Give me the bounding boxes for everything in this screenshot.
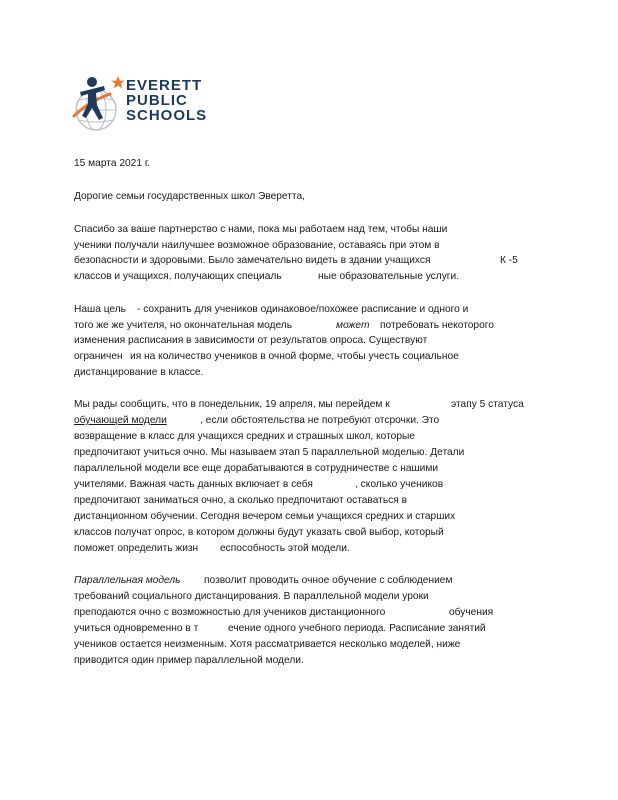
p1-line1: Спасибо за ваше партнерство с нами, пока мы работаем над тем, чтобы наши [74,224,448,235]
p2-line4a: ограничен [74,351,123,362]
p4-line3b: обучения [449,607,494,618]
p1-line4b: ные образовательные услуги. [318,271,460,282]
p2-line5: дистанцирование в классе. [74,367,204,378]
p4-line5: учеников остается неизменным. Хотя рассматривается несколько моделей, ниже [74,639,461,650]
p2-line3: изменения расписания в зависимости от результатов опроса. Существуют [74,335,428,346]
p4-line1a: Параллельная модель [74,575,181,586]
p1-line3a: безопасности и здоровыми. Было замечательно видеть в здании учащихся [74,255,431,266]
p3-line9: классов получат опрос, в котором должны будут указать свой выбор, который [74,527,444,538]
p3-line6a: учителями. Важная часть данных включает в себя [74,479,313,490]
everett-public-schools-logo [70,68,220,136]
p3-line7: предпочитают заниматься очно, а сколько предпочитают оставаться в [74,495,407,506]
logo-line-public: PUBLIC [126,92,188,109]
p1-line3b: К -5 [500,255,518,266]
p3-line8: дистанционном обучении. Сегодня вечером семьи учащихся средних и старших [74,511,456,522]
p2-line1a: Наша цель [74,304,126,315]
p4-line3a: преподаются очно с возможностью для учеников дистанционного [74,607,386,618]
p3-line2b: , если обстоятельства не потребуют отсрочки. Это [200,415,440,426]
p2-line4b: ия на количество учеников в очной форме, чтобы учесть социальное [130,351,459,362]
p3-line10a: поможет определить жизн [74,543,199,554]
logo-wordmark [126,78,207,123]
p4-line4b: ечение одного учебного периода. Расписание занятий [228,623,486,634]
p2-line2c: потребовать некоторого [380,320,494,331]
p3-line6b: , сколько учеников [355,479,444,490]
p4-line4a: учиться одновременно в т [74,623,199,634]
p4-line1b: позволит проводить очное обучение с соблюдением [204,575,453,586]
p4-line6: приводится один пример параллельной модели. [74,655,304,666]
p3-line10b: еспособность этой модели. [220,543,350,554]
p4-line2: требований социального дистанцирования. В параллельной модели уроки [74,591,429,602]
p3-line1a: Мы рады сообщить, что в понедельник, 19 апреля, мы перейдем к [74,399,390,410]
school-logo-icon [70,72,128,134]
p1-line4a: классов и учащихся, получающих специаль [74,271,282,282]
p3-underline-gap [159,415,199,427]
logo-line-everett: EVERETT [126,77,203,94]
p3-line5: параллельной модели все еще дорабатываются в сотрудничестве с нашими [74,463,439,474]
p2-line2b: может [336,320,370,331]
letter-date: 15 марта 2021 г. [74,158,151,169]
p2-line2a: того же же учителя, но окончательная модель [74,320,293,331]
p3-line4: предпочитают учиться очно. Мы называем этап 5 параллельной моделью. Детали [74,447,465,458]
p1-line2: ученики получали наилучшее возможное образование, оставаясь при этом в [74,240,440,251]
p2-line1b: - сохранить для учеников одинаковое/похожее расписание и одного и [137,304,469,315]
salutation: Дорогие семьи государственных школ Эверетта, [74,191,305,202]
p3-line2a: обучающей модели [74,415,167,426]
p3-line3: возвращение в класс для учащихся средних и страшных школ, которые [74,431,415,442]
logo-line-schools: SCHOOLS [126,107,208,124]
p3-line1b: этапу 5 статуса [451,399,524,410]
